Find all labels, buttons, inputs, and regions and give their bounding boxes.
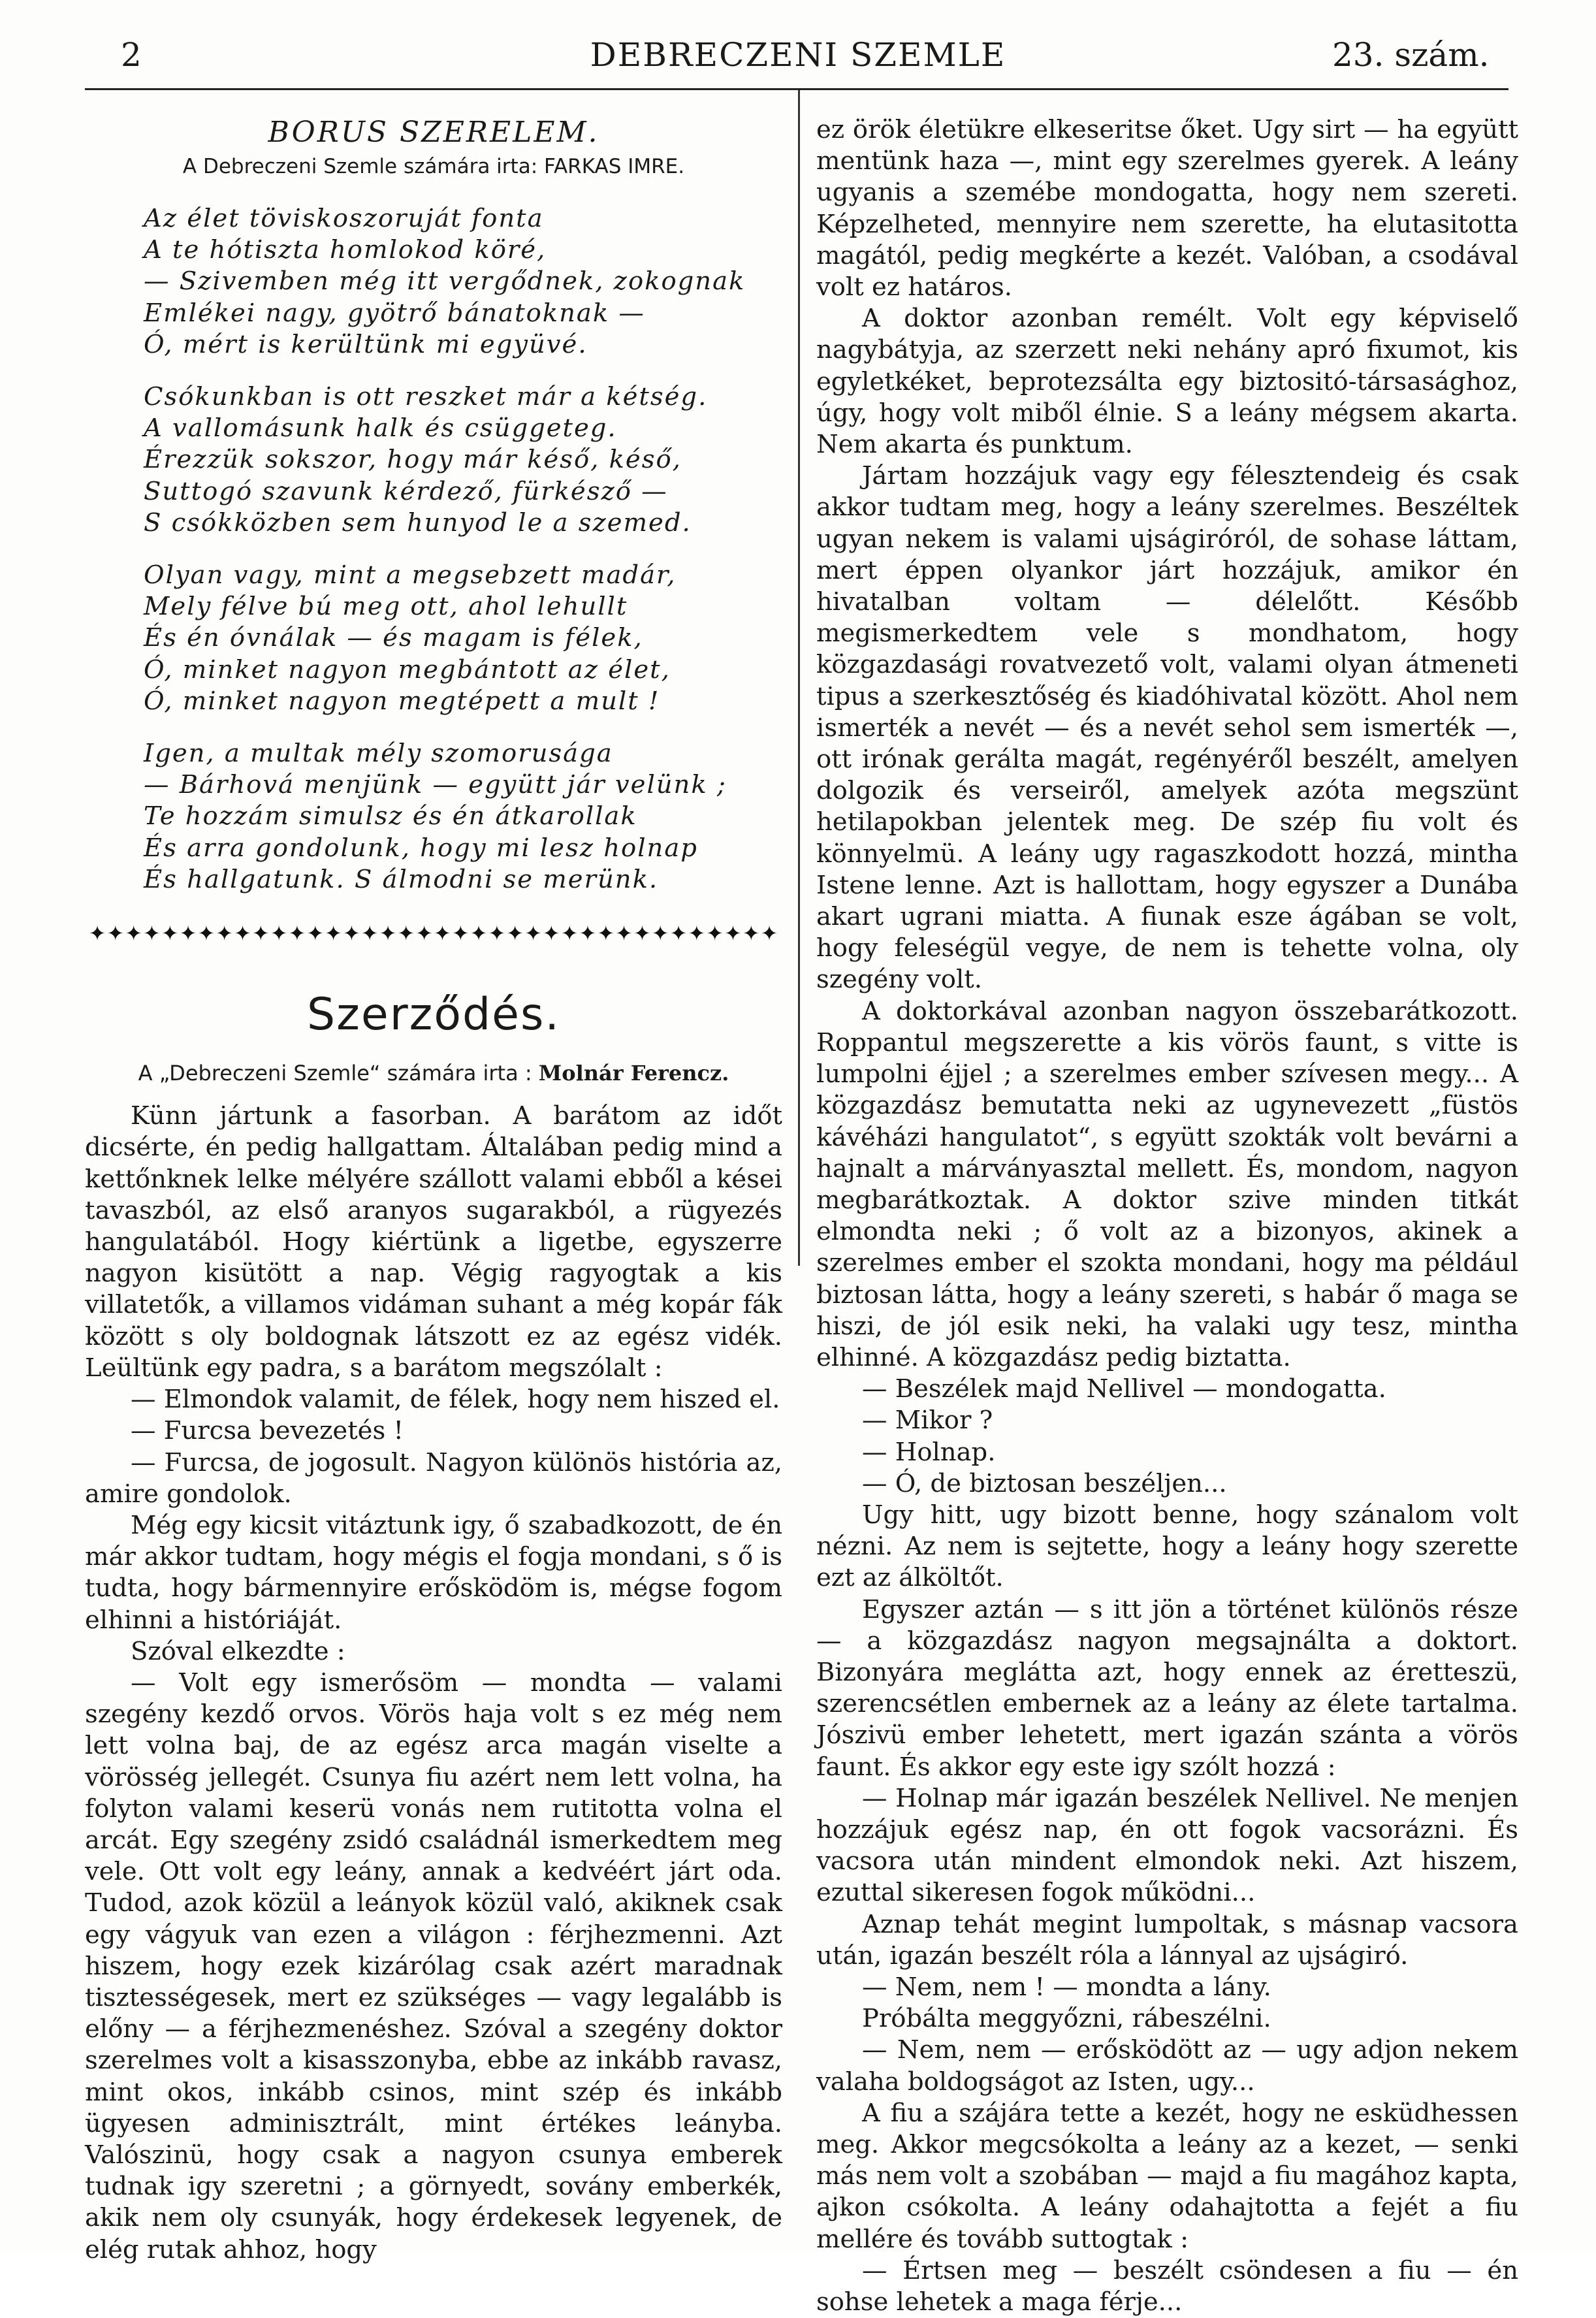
story-paragraph: — Beszélek majd Nellivel — mondogatta.: [862, 1374, 1386, 1404]
poem-line: Mely félve bú meg ott, ahol lehullt: [144, 592, 628, 622]
story-paragraph: — Holnap.: [862, 1437, 996, 1467]
poem-line: És hallgatunk. S álmodni se merünk.: [144, 864, 659, 894]
poem-line: Az élet töviskoszoruját fonta: [144, 204, 544, 233]
page-number: 2: [121, 36, 142, 74]
poem-line: És én óvnálak — és magam is félek,: [144, 623, 643, 653]
story-paragraph: — Nem, nem ! — mondta a lány.: [862, 1972, 1271, 2002]
story-paragraph: Próbálta meggyőzni, rábeszélni.: [862, 2004, 1271, 2034]
left-column: [85, 114, 782, 2266]
story-byline: [85, 1057, 782, 1089]
story-paragraph: Még egy kicsit vitáztunk igy, ő szabadkozott, de én már akkor tudtam, hogy mégis el fogja mondani, s ő is tudta, hogy bármennyire erősködöm is, mégse fogom elhinni a históriáját.: [85, 1510, 782, 1635]
story-byline-prefix: A „Debreczeni Szemle“ számára irta :: [138, 1061, 532, 1086]
story-paragraph: A doktor azonban remélt. Volt egy képviselő nagybátyja, az szerzett neki nehány apró fixumot, kis egyletkéket, beprotezsálta egy biztositó-társasághoz, úgy, hogy volt miből élnie. S a leány mégsem akarta. Nem akarta és punktum.: [816, 304, 1518, 460]
poem-line: A vallomásunk halk és csüggeteg.: [144, 413, 617, 443]
poem-line: Ó, mért is kerültünk mi együvé.: [144, 329, 588, 359]
story-paragraph: A doktorkával azonban nagyon összebarátkozott. Roppantul megszerette a kis vörös faunt, s vitte is lumpolni éjjel ; a szerelmes ember szívesen megy... A közgazdász bemutatta neki az ugynevezett „füstös kávéházi hangulatot“, s együtt szokták volt bevárni a hajnalt a márványasztal mellett. És, mondom, nagyon megbarátkoztak. A doktor szive minden titkát elmondta neki ; ő volt az a bizonyos, akinek a szerelmes ember el szokta mondani, hogy ma például biztosan látta, hogy a leány szereti, s habár ő maga se hiszi, de jól esik neki, ha valaki ugy tesz, mintha elhinné. A közgazdász pedig biztatta.: [816, 996, 1518, 1372]
story-paragraph: — Elmondok valamit, de félek, hogy nem hiszed el.: [131, 1385, 780, 1415]
poem-line: Suttogó szavunk kérdező, fürkésző —: [144, 476, 668, 506]
story-paragraph: — Furcsa, de jogosult. Nagyon különös história az, amire gondolok.: [85, 1447, 782, 1509]
story-paragraph: Aznap tehát megint lumpoltak, s másnap vacsora után, igazán beszélt róla a lánnyal az ujságiró.: [816, 1909, 1518, 1971]
poem-line: Érezzük sokszor, hogy már késő, késő,: [144, 445, 682, 475]
story-paragraph: — Értsen meg — beszélt csöndesen a fiu — én sohse lehetek a maga férje...: [816, 2255, 1518, 2317]
poem-line: Emlékei nagy, gyötrő bánatoknak —: [144, 298, 645, 328]
poem-line: Csókunkban is ott reszket már a kétség.: [144, 382, 708, 412]
story-paragraph: ez örök életükre elkeseritse őket. Ugy sirt — ha együtt mentünk haza —, mint egy szerelmes gyerek. A leány ugyanis a szemébe mondogatta, hogy nem szereti. Képzelheted, mennyire nem szerette, ha elutasitotta magától, pedig megkérte a kezét. Valóban, a csodával volt ez határos.: [816, 115, 1518, 302]
poem-line: A te hótiszta homlokod köré,: [144, 235, 547, 265]
poem-stanza: [144, 560, 782, 717]
poem-line: És arra gondolunk, hogy mi lesz holnap: [144, 833, 698, 863]
story-paragraph: — Ó, de biztosan beszéljen...: [862, 1468, 1227, 1498]
story-paragraph: Ugy hitt, ugy bizott benne, hogy szánalom volt nézni. Az nem is sejtette, hogy a leány hogy szerette ezt az álköltőt.: [816, 1500, 1518, 1593]
poem-title: BORUS SZERELEM.: [268, 116, 599, 149]
poem-line: — Szivemben még itt vergődnek, zokognak: [144, 266, 746, 297]
story-paragraph: Egyszer aztán — s itt jön a történet különös része — a közgazdász nagyon megsajnálta a doktort. Bizonyára meglátta azt, hogy ennek az éretteszü, szerencsétlen embernek az a leány az élete tartalma. Jószivü ember lehetett, mert igazán szánta a vörös faunt. És akkor egy este igy szólt hozzá :: [816, 1594, 1518, 1782]
header-rule: [85, 88, 1508, 90]
story-paragraph: — Mikor ?: [862, 1406, 993, 1436]
poem-stanza: [144, 738, 782, 895]
poem-stanza: [144, 381, 782, 539]
ornamental-divider: ✦✦✦✦✦✦✦✦✦✦✦✦✦✦✦✦✦✦✦✦✦✦✦✦✦✦✦✦✦✦✦✦✦✦✦✦✦✦: [88, 921, 779, 946]
journal-title: DEBRECZENI SZEMLE: [590, 36, 1006, 74]
story-paragraph: Jártam hozzájuk vagy egy félesztendeig és csak akkor tudtam meg, hogy a leány szerelmes. Beszéltek ugyan nekem is valami ujságiróról, de sohase láttam, mert éppen olyankor járt hozzájuk, amikor én hivatalban voltam — délelőtt. Később megismerkedtem vele s mondhatom, hogy közgazdasági rovatvezető volt, valami olyan átmeneti tipus a szerkesztőség és kiadóhivatal között. Ahol nem ismerték a nevét — és a nevét sehol sem ismerték —, ott irónak gerálta magát, regényéről beszélt, amelyen dolgozik és verseiről, amelyek azóta megszünt hetilapokban jelentek meg. De szép fiu volt és könnyelmü. A leány ugy ragaszkodott hozzá, mintha Istene lenne. Azt is hallottam, hogy egyszer a Dunába akart ugrani miatta. A fiunak esze ágában se volt, hogy feleségül vegye, de nem is tehette volna, oly szegény volt.: [816, 461, 1518, 995]
poem-line: — Bárhová menjünk — együtt jár velünk ;: [144, 770, 727, 800]
poem-line: S csókközben sem hunyod le a szemed.: [144, 507, 692, 538]
story-paragraph: — Volt egy ismerősöm — mondta — valami szegény kezdő orvos. Vörös haja volt s ez még nem lett volna baj, de az egész arca magán viselte a vörösség jellegét. Csunya fiu azért nem lett volna, ha folyton valami keserü vonás nem rutitotta volna el arcát. Egy szegény zsidó családnál ismerkedtem meg vele. Ott volt egy leány, annak a kedvéért járt oda. Tudod, azok közül a leányok közül való, akiknek csak egy vágyuk van ezen a világon : férjhezmenni. Azt hiszem, hogy ezek kizárólag csak azért maradnak tisztességesek, mert ez szükséges — vagy legalább is előny — a férjhezmenéshez. Szóval a szegény doktor szerelmes volt a kisasszonyba, ebbe az inkább ravasz, mint okos, inkább csinos, mint szép és inkább ügyesen adminisztrált, mint értékes leányba. Valószinü, hogy csak a nagyon csunya emberek tudnak igy szeretni ; a görnyedt, sovány emberkék, akik nem oly csunyák, hogy érdekesek legyenek, de elég rutak ahhoz, hogy: [85, 1667, 782, 2264]
story-paragraph: A fiu a szájára tette a kezét, hogy ne esküdhessen meg. Akkor megcsókolta a leány az a kezet, — senki más nem volt a szobában — majd a fiu magához kapta, ajkon csókolta. A leány odahajtotta a fejét a fiu mellére és tovább suttogtak :: [816, 2098, 1518, 2254]
story-paragraph: Szóval elkezdte :: [131, 1636, 345, 1666]
poem-line: Ó, minket nagyon megtépett a mult !: [144, 686, 660, 716]
right-column: [816, 114, 1518, 2318]
story-author: Molnár Ferencz.: [538, 1061, 729, 1086]
story-title: Szerződés.: [307, 989, 560, 1041]
column-rule: [798, 90, 800, 1266]
story-paragraph: Künn jártunk a fasorban. A barátom az időt dicsérte, én pedig hallgattam. Általában pedig mind a kettőnknek lelke mélyére szállott valami ebből a kései tavaszból, az első aranyos sugarakból, a rügyezés hangulatából. Hogy kiértünk a ligetbe, egyszerre nagyon kisütött a nap. Végig ragyogtak a kis villatetők, a villamos vidáman suhant a még kopár fák között s oly boldognak látszott ez az egész vidék. Leültünk egy padra, s a barátom megszólalt :: [85, 1101, 782, 1383]
poem-byline: A Debreczeni Szemle számára irta: FARKAS IMRE.: [182, 155, 685, 178]
poem-stanza: [144, 203, 782, 361]
poem-line: Olyan vagy, mint a megsebzett madár,: [144, 560, 677, 590]
page-header: [0, 0, 1596, 85]
poem-line: Ó, minket nagyon megbántott az élet,: [144, 654, 671, 684]
story-paragraph: — Nem, nem — erősködött az — ugy adjon nekem valaha boldogságot az Isten, ugy...: [816, 2035, 1518, 2097]
issue-number: 23. szám.: [1332, 36, 1490, 74]
story-paragraph: — Holnap már igazán beszélek Nellivel. Ne menjen hozzájuk egész nap, én ott fogok vacsorázni. És vacsora után mindent elmondok neki. Azt hiszem, ezuttal sikeresen fogok működni...: [816, 1783, 1518, 1908]
poem-line: Te hozzám simulsz és én átkarollak: [144, 801, 637, 831]
story-paragraph: — Furcsa bevezetés !: [131, 1416, 404, 1446]
poem-line: Igen, a multak mély szomorusága: [144, 739, 613, 769]
